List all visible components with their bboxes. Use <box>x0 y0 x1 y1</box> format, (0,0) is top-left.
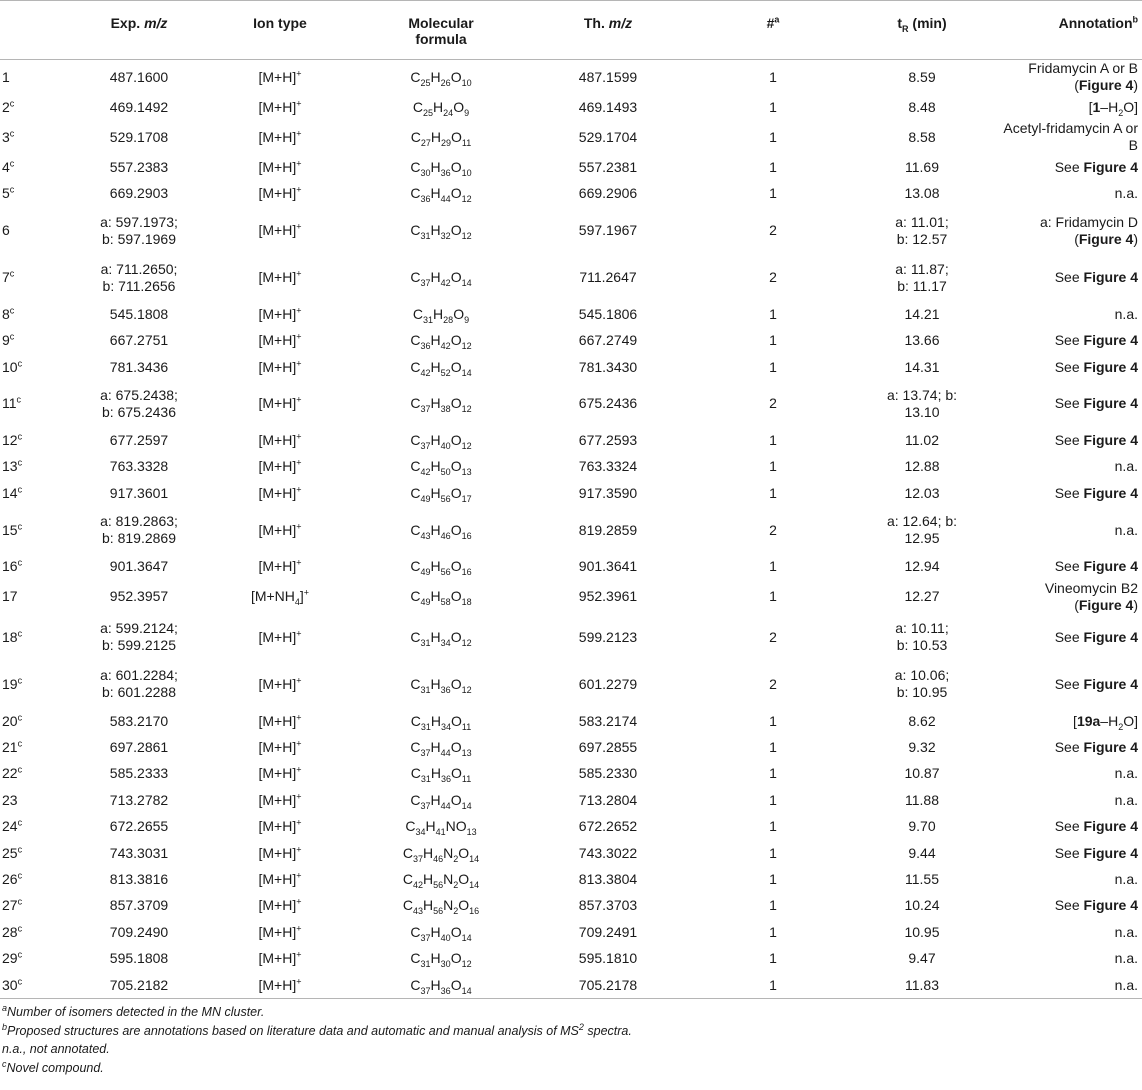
ion-type-cell: [M+H]+ <box>258 520 302 538</box>
formula-cell: $C_{37}H_{36}O_{14}$ <box>362 972 520 999</box>
table-row <box>0 614 1142 661</box>
compound-number-cell: 19$^c$ <box>2 675 23 692</box>
th-mz-cell: 583.2174 <box>578 712 638 729</box>
retention-time-cell: a: 10.11; b: 10.53 <box>895 620 949 654</box>
isomer-count-cell: 1 <box>769 923 777 940</box>
table-row <box>0 919 1142 945</box>
compound-number-cell: 16$^c$ <box>2 557 23 575</box>
retention-time-cell: 11.83 <box>850 972 994 999</box>
table-row <box>0 154 1142 180</box>
exp-mz-cell: 697.2861 <box>109 738 169 755</box>
retention-time-cell: 14.21 <box>904 305 940 322</box>
retention-time-cell: 13.66 <box>904 332 940 349</box>
retention-time-cell: 11.69 <box>905 159 939 176</box>
exp-mz-cell: 672.2655 <box>109 818 169 835</box>
isomer-count-cell: 2 <box>769 395 777 412</box>
compound-number-cell: 2$^c$ <box>2 98 15 115</box>
table-row <box>0 734 1142 760</box>
isomer-count-cell: 1 <box>769 738 777 755</box>
th-mz-cell: 763.3324 <box>578 458 638 475</box>
exp-mz-cell: 487.1600 <box>109 68 169 85</box>
formula-cell: $C_{37}H_{42}O_{14}$ <box>410 269 472 288</box>
isomer-count-cell: 1 <box>769 818 777 835</box>
formula-cell: $C_{42}H_{50}O_{13}$ <box>410 458 472 478</box>
formula-cell: $C_{37}H_{38}O_{12}$ <box>410 395 472 415</box>
table-row <box>0 787 1142 813</box>
retention-time-cell: a: 12.64; b: 12.95 <box>886 513 958 547</box>
isomer-count-cell: 1 <box>769 484 777 501</box>
annotation-cell: See Figure 4 <box>1054 484 1138 501</box>
table-row <box>0 207 1142 254</box>
table-row <box>0 866 1142 892</box>
exp-mz-cell: 545.1808 <box>109 305 169 322</box>
ion-type-cell: [M+H]+ <box>198 972 362 999</box>
header-isomer-count: #$^a$ <box>696 1 850 60</box>
table-row <box>0 94 1142 120</box>
exp-mz-cell: 557.2383 <box>109 159 169 176</box>
isomer-count-cell: 1 <box>769 128 777 145</box>
retention-time-cell: a: 11.01; b: 12.57 <box>895 213 949 247</box>
retention-time-cell: 12.88 <box>904 458 940 475</box>
table-footnotes <box>0 999 1142 1077</box>
annotation-cell: n.a. <box>1114 870 1138 887</box>
formula-cell: $C_{43}H_{46}O_{16}$ <box>410 521 472 541</box>
formula-cell: $C_{36}H_{42}O_{12}$ <box>410 332 472 352</box>
compound-number-cell: 27$^c$ <box>2 896 23 914</box>
formula-cell: $C_{31}H_{34}O_{12}$ <box>410 628 472 648</box>
annotation-cell: n.a. <box>1114 765 1138 782</box>
th-mz-cell: 675.2436 <box>578 395 638 412</box>
compound-number-cell: 15$^c$ <box>2 520 23 538</box>
compound-number-cell: 4$^c$ <box>2 158 15 176</box>
formula-cell: $C_{25}H_{26}O_{10}$ <box>410 68 472 88</box>
table-row <box>0 661 1142 708</box>
retention-time-cell: 9.44 <box>908 844 936 861</box>
exp-mz-cell: a: 597.1973; b: 597.1969 <box>100 213 178 247</box>
ion-type-cell: [M+H]+ <box>258 791 302 808</box>
th-mz-cell: 705.2178 <box>520 972 696 999</box>
retention-time-cell: a: 10.06; b: 10.95 <box>894 667 950 701</box>
annotation-cell: a: Fridamycin D (Figure 4) <box>1039 213 1138 247</box>
formula-cell: $C_{25}H_{24}O_9$ <box>412 98 470 118</box>
table-row <box>0 254 1142 301</box>
formula-cell: $C_{36}H_{44}O_{12}$ <box>410 185 472 205</box>
isomer-count-cell: 1 <box>769 791 777 808</box>
annotation-cell: See Figure 4 <box>1054 738 1138 755</box>
th-mz-cell: 595.1810 <box>578 950 638 967</box>
retention-time-cell: 10.87 <box>904 765 940 782</box>
compound-number-cell: 12$^c$ <box>2 431 23 449</box>
ion-type-cell: [M+H]+ <box>258 711 302 729</box>
th-mz-cell: 711.2647 <box>579 269 637 286</box>
table-row <box>0 181 1142 207</box>
compound-number-cell: 25$^c$ <box>2 843 23 861</box>
annotation-cell: See Figure 4 <box>1054 269 1138 286</box>
retention-time-cell: 9.32 <box>908 738 936 755</box>
annotation-cell: n.a. <box>1114 521 1138 538</box>
compound-number-cell: 7$^c$ <box>2 268 15 286</box>
compound-number-cell: 5$^c$ <box>2 184 15 202</box>
exp-mz-cell: 585.2333 <box>109 765 169 782</box>
annotation-cell: n.a. <box>1114 305 1138 322</box>
exp-mz-cell: 469.1492 <box>109 98 169 115</box>
exp-mz-cell: a: 819.2863; b: 819.2869 <box>100 513 178 547</box>
isomer-count-cell: 1 <box>769 358 777 375</box>
footnote: n.a., not annotated. <box>2 1042 110 1057</box>
isomer-count-cell: 1 <box>769 844 777 861</box>
annotation-cell: Fridamycin A or B (Figure 4) <box>1028 60 1138 93</box>
ion-type-cell: [M+H]+ <box>258 357 302 375</box>
isomer-count-cell: 1 <box>769 332 777 349</box>
th-mz-cell: 545.1806 <box>578 305 638 322</box>
footnote: $^c$Novel compound. <box>2 1058 104 1075</box>
table-row <box>0 813 1142 839</box>
th-mz-cell: 813.3804 <box>578 870 638 887</box>
annotation-cell: See Figure 4 <box>1054 628 1138 645</box>
annotation-cell: n.a. <box>994 972 1142 999</box>
compound-number-cell: 10$^c$ <box>2 357 23 375</box>
isomer-count-cell: 2 <box>769 628 777 645</box>
annotation-cell: See Figure 4 <box>1054 358 1138 375</box>
th-mz-cell: 667.2749 <box>578 332 638 349</box>
table-row <box>0 554 1142 580</box>
formula-cell: $C_{31}H_{36}O_{11}$ <box>410 765 472 785</box>
formula-cell: $C_{37}H_{46}N_2O_{14}$ <box>402 844 480 864</box>
th-mz-cell: 597.1967 <box>578 222 638 239</box>
compound-number-cell: 29$^c$ <box>2 949 23 967</box>
ion-type-cell: [M+H]+ <box>258 221 302 239</box>
ion-type-cell: [M+H]+ <box>258 268 302 286</box>
th-mz-cell: 599.2123 <box>578 628 638 645</box>
ion-type-cell: [M+H]+ <box>258 557 302 575</box>
compound-number-cell: 14$^c$ <box>2 484 23 501</box>
ion-type-cell: [M+H]+ <box>258 128 302 145</box>
retention-time-cell: 12.94 <box>904 558 940 575</box>
table-row <box>0 60 1142 95</box>
ion-type-cell: [M+H]+ <box>258 870 302 887</box>
isomer-count-cell: 2 <box>769 222 777 239</box>
ion-type-cell: [M+H]+ <box>258 628 302 645</box>
formula-cell: $C_{37}H_{40}O_{12}$ <box>410 432 472 451</box>
isomer-count-cell: 2 <box>769 269 777 286</box>
compound-number-cell: 21$^c$ <box>2 738 23 755</box>
ion-type-cell: [M+H]+ <box>258 394 302 412</box>
retention-time-cell: 11.88 <box>905 791 939 808</box>
compound-number-cell: 20$^c$ <box>2 711 23 729</box>
isomer-count-cell: 1 <box>769 458 777 475</box>
compound-number-cell: 18$^c$ <box>2 628 23 645</box>
ion-type-cell: [M+H]+ <box>258 331 302 349</box>
table-row <box>0 580 1142 614</box>
retention-time-cell: 11.55 <box>905 870 939 887</box>
isomer-count-cell: 1 <box>769 950 777 967</box>
header-compound-number <box>0 1 80 60</box>
exp-mz-cell: 743.3031 <box>109 844 169 861</box>
annotation-cell: $[19a-H_2O]$ <box>1073 712 1138 732</box>
retention-time-cell: 8.59 <box>908 68 936 85</box>
formula-cell: $C_{42}H_{56}N_2O_{14}$ <box>402 870 480 890</box>
exp-mz-cell: 763.3328 <box>109 458 169 475</box>
formula-cell: $C_{49}H_{58}O_{18}$ <box>410 588 472 608</box>
compound-number-cell: 30$^c$ <box>0 972 80 999</box>
formula-cell: $C_{31}H_{32}O_{12}$ <box>410 222 472 241</box>
header-molecular-formula: Molecular formula <box>362 1 520 60</box>
retention-time-cell: 10.95 <box>904 923 940 940</box>
footnote: $^a$Number of isomers detected in the MN cluster. <box>2 1003 265 1020</box>
table-header <box>0 1 1142 60</box>
ion-type-cell: [M+H]+ <box>258 675 302 692</box>
compound-number-cell: 17 <box>2 588 18 605</box>
retention-time-cell: a: 11.87; b: 11.17 <box>895 260 949 294</box>
th-mz-cell: 669.2906 <box>578 185 638 202</box>
header-annotation: Annotation$^b$ <box>994 1 1142 60</box>
ion-type-cell: [M+H]+ <box>258 896 302 914</box>
table-row <box>0 480 1142 506</box>
retention-time-cell: 10.24 <box>904 897 940 914</box>
exp-mz-cell: a: 675.2438; b: 675.2436 <box>100 386 178 420</box>
formula-cell: $C_{31}H_{28}O_9$ <box>412 305 470 325</box>
header-exp-mz: Exp. m/z <box>80 1 198 60</box>
header-retention-time: $t_R$ (min) <box>850 1 994 60</box>
table-row <box>0 328 1142 354</box>
isomer-count-cell: 1 <box>769 870 777 887</box>
retention-time-cell: a: 13.74; b: 13.10 <box>886 386 958 420</box>
table-row <box>0 454 1142 480</box>
formula-cell: $C_{49}H_{56}O_{16}$ <box>410 558 472 577</box>
table-row <box>0 120 1142 154</box>
th-mz-cell: 952.3961 <box>578 588 638 605</box>
annotation-cell: See Figure 4 <box>1054 897 1138 914</box>
th-mz-cell: 781.3430 <box>578 358 638 375</box>
th-mz-cell: 487.1599 <box>578 68 638 85</box>
compound-number-cell: 3$^c$ <box>2 128 15 145</box>
table-row <box>0 380 1142 427</box>
ion-type-cell: [M+H]+ <box>258 923 302 940</box>
annotation-cell: n.a. <box>1114 185 1138 202</box>
table-row <box>0 301 1142 327</box>
retention-time-cell: 8.58 <box>908 128 936 145</box>
th-mz-cell: 677.2593 <box>578 432 638 449</box>
exp-mz-cell: 917.3601 <box>109 484 169 501</box>
compound-number-cell: 23 <box>2 791 18 808</box>
compound-number-cell: 1 <box>2 68 10 85</box>
annotation-cell: Vineomycin B2 (Figure 4) <box>1044 579 1138 613</box>
compound-number-cell: 22$^c$ <box>2 764 23 782</box>
table-row <box>0 507 1142 554</box>
exp-mz-cell: a: 711.2650; b: 711.2656 <box>100 260 178 294</box>
exp-mz-cell: 677.2597 <box>109 432 169 449</box>
formula-cell: $C_{31}H_{36}O_{12}$ <box>410 675 472 695</box>
ion-type-cell: [M+H]+ <box>258 305 302 322</box>
retention-time-cell: 12.03 <box>904 484 940 501</box>
retention-time-cell: 8.48 <box>908 98 936 115</box>
formula-cell: $C_{30}H_{36}O_{10}$ <box>410 159 472 178</box>
exp-mz-cell: 901.3647 <box>109 558 169 575</box>
formula-cell: $C_{34}H_{41}NO_{13}$ <box>405 818 477 837</box>
table-row <box>0 354 1142 380</box>
retention-time-cell: 12.27 <box>904 588 940 605</box>
ion-type-cell: [M+H]+ <box>258 184 302 202</box>
ion-type-cell: [M+H]+ <box>258 457 302 475</box>
ion-type-cell: $[M+NH_4]^+$ <box>250 587 310 608</box>
annotation-cell: n.a. <box>1114 923 1138 940</box>
retention-time-cell: 9.47 <box>908 950 936 967</box>
header-ion-type: Ion type <box>198 1 362 60</box>
retention-time-cell: 13.08 <box>904 185 940 202</box>
table-row <box>0 840 1142 866</box>
exp-mz-cell: a: 601.2284; b: 601.2288 <box>100 667 178 701</box>
formula-cell: $C_{37}H_{44}O_{14}$ <box>410 791 472 811</box>
annotation-cell: See Figure 4 <box>1054 558 1138 575</box>
ion-type-cell: [M+H]+ <box>258 738 302 755</box>
formula-cell: $C_{43}H_{56}N_2O_{16}$ <box>402 897 480 917</box>
table-row <box>0 708 1142 734</box>
th-mz-cell: 743.3022 <box>578 844 638 861</box>
formula-cell: $C_{31}H_{30}O_{12}$ <box>410 950 472 969</box>
table-row <box>0 945 1142 971</box>
table-row <box>0 427 1142 453</box>
exp-mz-cell: 857.3709 <box>109 897 169 914</box>
formula-cell: $C_{27}H_{29}O_{11}$ <box>410 128 472 148</box>
exp-mz-cell: 709.2490 <box>109 923 169 940</box>
exp-mz-cell: 813.3816 <box>109 870 169 887</box>
isomer-count-cell: 1 <box>769 897 777 914</box>
exp-mz-cell: 595.1808 <box>109 950 169 967</box>
th-mz-cell: 529.1704 <box>578 128 638 145</box>
exp-mz-cell: 669.2903 <box>109 185 169 202</box>
th-mz-cell: 469.1493 <box>578 98 638 115</box>
exp-mz-cell: a: 599.2124; b: 599.2125 <box>100 620 178 654</box>
annotation-cell: See Figure 4 <box>1054 432 1138 449</box>
exp-mz-cell: 705.2182 <box>80 972 198 999</box>
table-row <box>0 761 1142 787</box>
annotation-cell: n.a. <box>1114 950 1138 967</box>
compound-number-cell: 6 <box>2 222 10 239</box>
ion-type-cell: [M+H]+ <box>258 817 302 835</box>
isomer-count-cell: 1 <box>769 68 777 85</box>
th-mz-cell: 697.2855 <box>578 738 638 755</box>
th-mz-cell: 917.3590 <box>578 484 638 501</box>
isomer-count-cell: 1 <box>769 558 777 575</box>
table-row <box>0 972 1142 999</box>
annotation-cell: Acetyl-fridamycin A or B <box>1003 120 1138 154</box>
annotation-cell: See Figure 4 <box>1054 395 1138 412</box>
formula-cell: $C_{37}H_{40}O_{14}$ <box>410 923 472 943</box>
exp-mz-cell: 667.2751 <box>109 332 169 349</box>
compound-number-cell: 11$^c$ <box>2 394 22 412</box>
compound-number-cell: 9$^c$ <box>2 331 15 349</box>
footnote: $^b$Proposed structures are annotations based on literature data and automatic and manual analysis of $MS^2$ spectra. <box>2 1021 632 1038</box>
exp-mz-cell: 952.3957 <box>109 588 169 605</box>
table-body <box>0 60 1142 999</box>
compound-number-cell: 26$^c$ <box>2 870 23 887</box>
formula-cell: $C_{31}H_{34}O_{11}$ <box>410 712 472 732</box>
th-mz-cell: 857.3703 <box>578 897 638 914</box>
compound-number-cell: 8$^c$ <box>2 305 15 322</box>
compound-number-cell: 24$^c$ <box>2 817 23 835</box>
th-mz-cell: 819.2859 <box>578 521 638 538</box>
annotation-cell: See Figure 4 <box>1054 332 1138 349</box>
isomer-count-cell: 1 <box>769 588 777 605</box>
exp-mz-cell: 583.2170 <box>109 712 169 729</box>
ion-type-cell: [M+H]+ <box>258 764 302 782</box>
isomer-count-cell: 2 <box>769 521 777 538</box>
annotation-cell: See Figure 4 <box>1054 159 1138 176</box>
th-mz-cell: 585.2330 <box>578 765 638 782</box>
ion-type-cell: [M+H]+ <box>258 949 302 967</box>
isomer-count-cell: 1 <box>769 98 777 115</box>
th-mz-cell: 601.2279 <box>578 675 638 692</box>
ion-type-cell: [M+H]+ <box>258 431 302 449</box>
retention-time-cell: 8.62 <box>908 712 936 729</box>
retention-time-cell: 14.31 <box>904 358 940 375</box>
annotation-cell: See Figure 4 <box>1054 675 1138 692</box>
compound-number-cell: 13$^c$ <box>2 457 23 475</box>
ion-type-cell: [M+H]+ <box>258 484 302 501</box>
ion-type-cell: [M+H]+ <box>258 98 302 115</box>
isomer-count-cell: 2 <box>769 675 777 692</box>
isomer-count-cell: 1 <box>769 185 777 202</box>
th-mz-cell: 672.2652 <box>578 818 638 835</box>
annotation-cell: See Figure 4 <box>1054 844 1138 861</box>
isomer-count-cell: 1 <box>769 765 777 782</box>
isomer-count-cell: 1 <box>696 972 850 999</box>
header-th-mz: Th. m/z <box>520 1 696 60</box>
th-mz-cell: 557.2381 <box>578 159 638 176</box>
th-mz-cell: 901.3641 <box>578 558 638 575</box>
isomer-count-cell: 1 <box>769 159 777 176</box>
th-mz-cell: 713.2804 <box>578 791 638 808</box>
ion-type-cell: [M+H]+ <box>258 158 302 176</box>
compound-number-cell: 28$^c$ <box>2 923 23 940</box>
retention-time-cell: 9.70 <box>908 818 936 835</box>
th-mz-cell: 709.2491 <box>578 923 638 940</box>
isomer-count-cell: 1 <box>769 712 777 729</box>
isomer-count-cell: 1 <box>769 305 777 322</box>
retention-time-cell: 11.02 <box>905 432 939 449</box>
exp-mz-cell: 529.1708 <box>109 128 169 145</box>
annotation-cell: See Figure 4 <box>1054 818 1138 835</box>
formula-cell: $C_{42}H_{52}O_{14}$ <box>410 358 472 378</box>
table-row <box>0 893 1142 919</box>
ion-type-cell: [M+H]+ <box>258 67 302 85</box>
annotation-cell: n.a. <box>1114 791 1138 808</box>
exp-mz-cell: 781.3436 <box>109 358 169 375</box>
exp-mz-cell: 713.2782 <box>109 791 169 808</box>
isomer-count-cell: 1 <box>769 432 777 449</box>
formula-cell: $C_{49}H_{56}O_{17}$ <box>410 484 472 504</box>
annotation-cell: $[1-H_2O]$ <box>1088 98 1138 118</box>
annotation-cell: n.a. <box>1114 458 1138 475</box>
ion-type-cell: [M+H]+ <box>258 843 302 861</box>
formula-cell: $C_{37}H_{44}O_{13}$ <box>410 738 472 758</box>
